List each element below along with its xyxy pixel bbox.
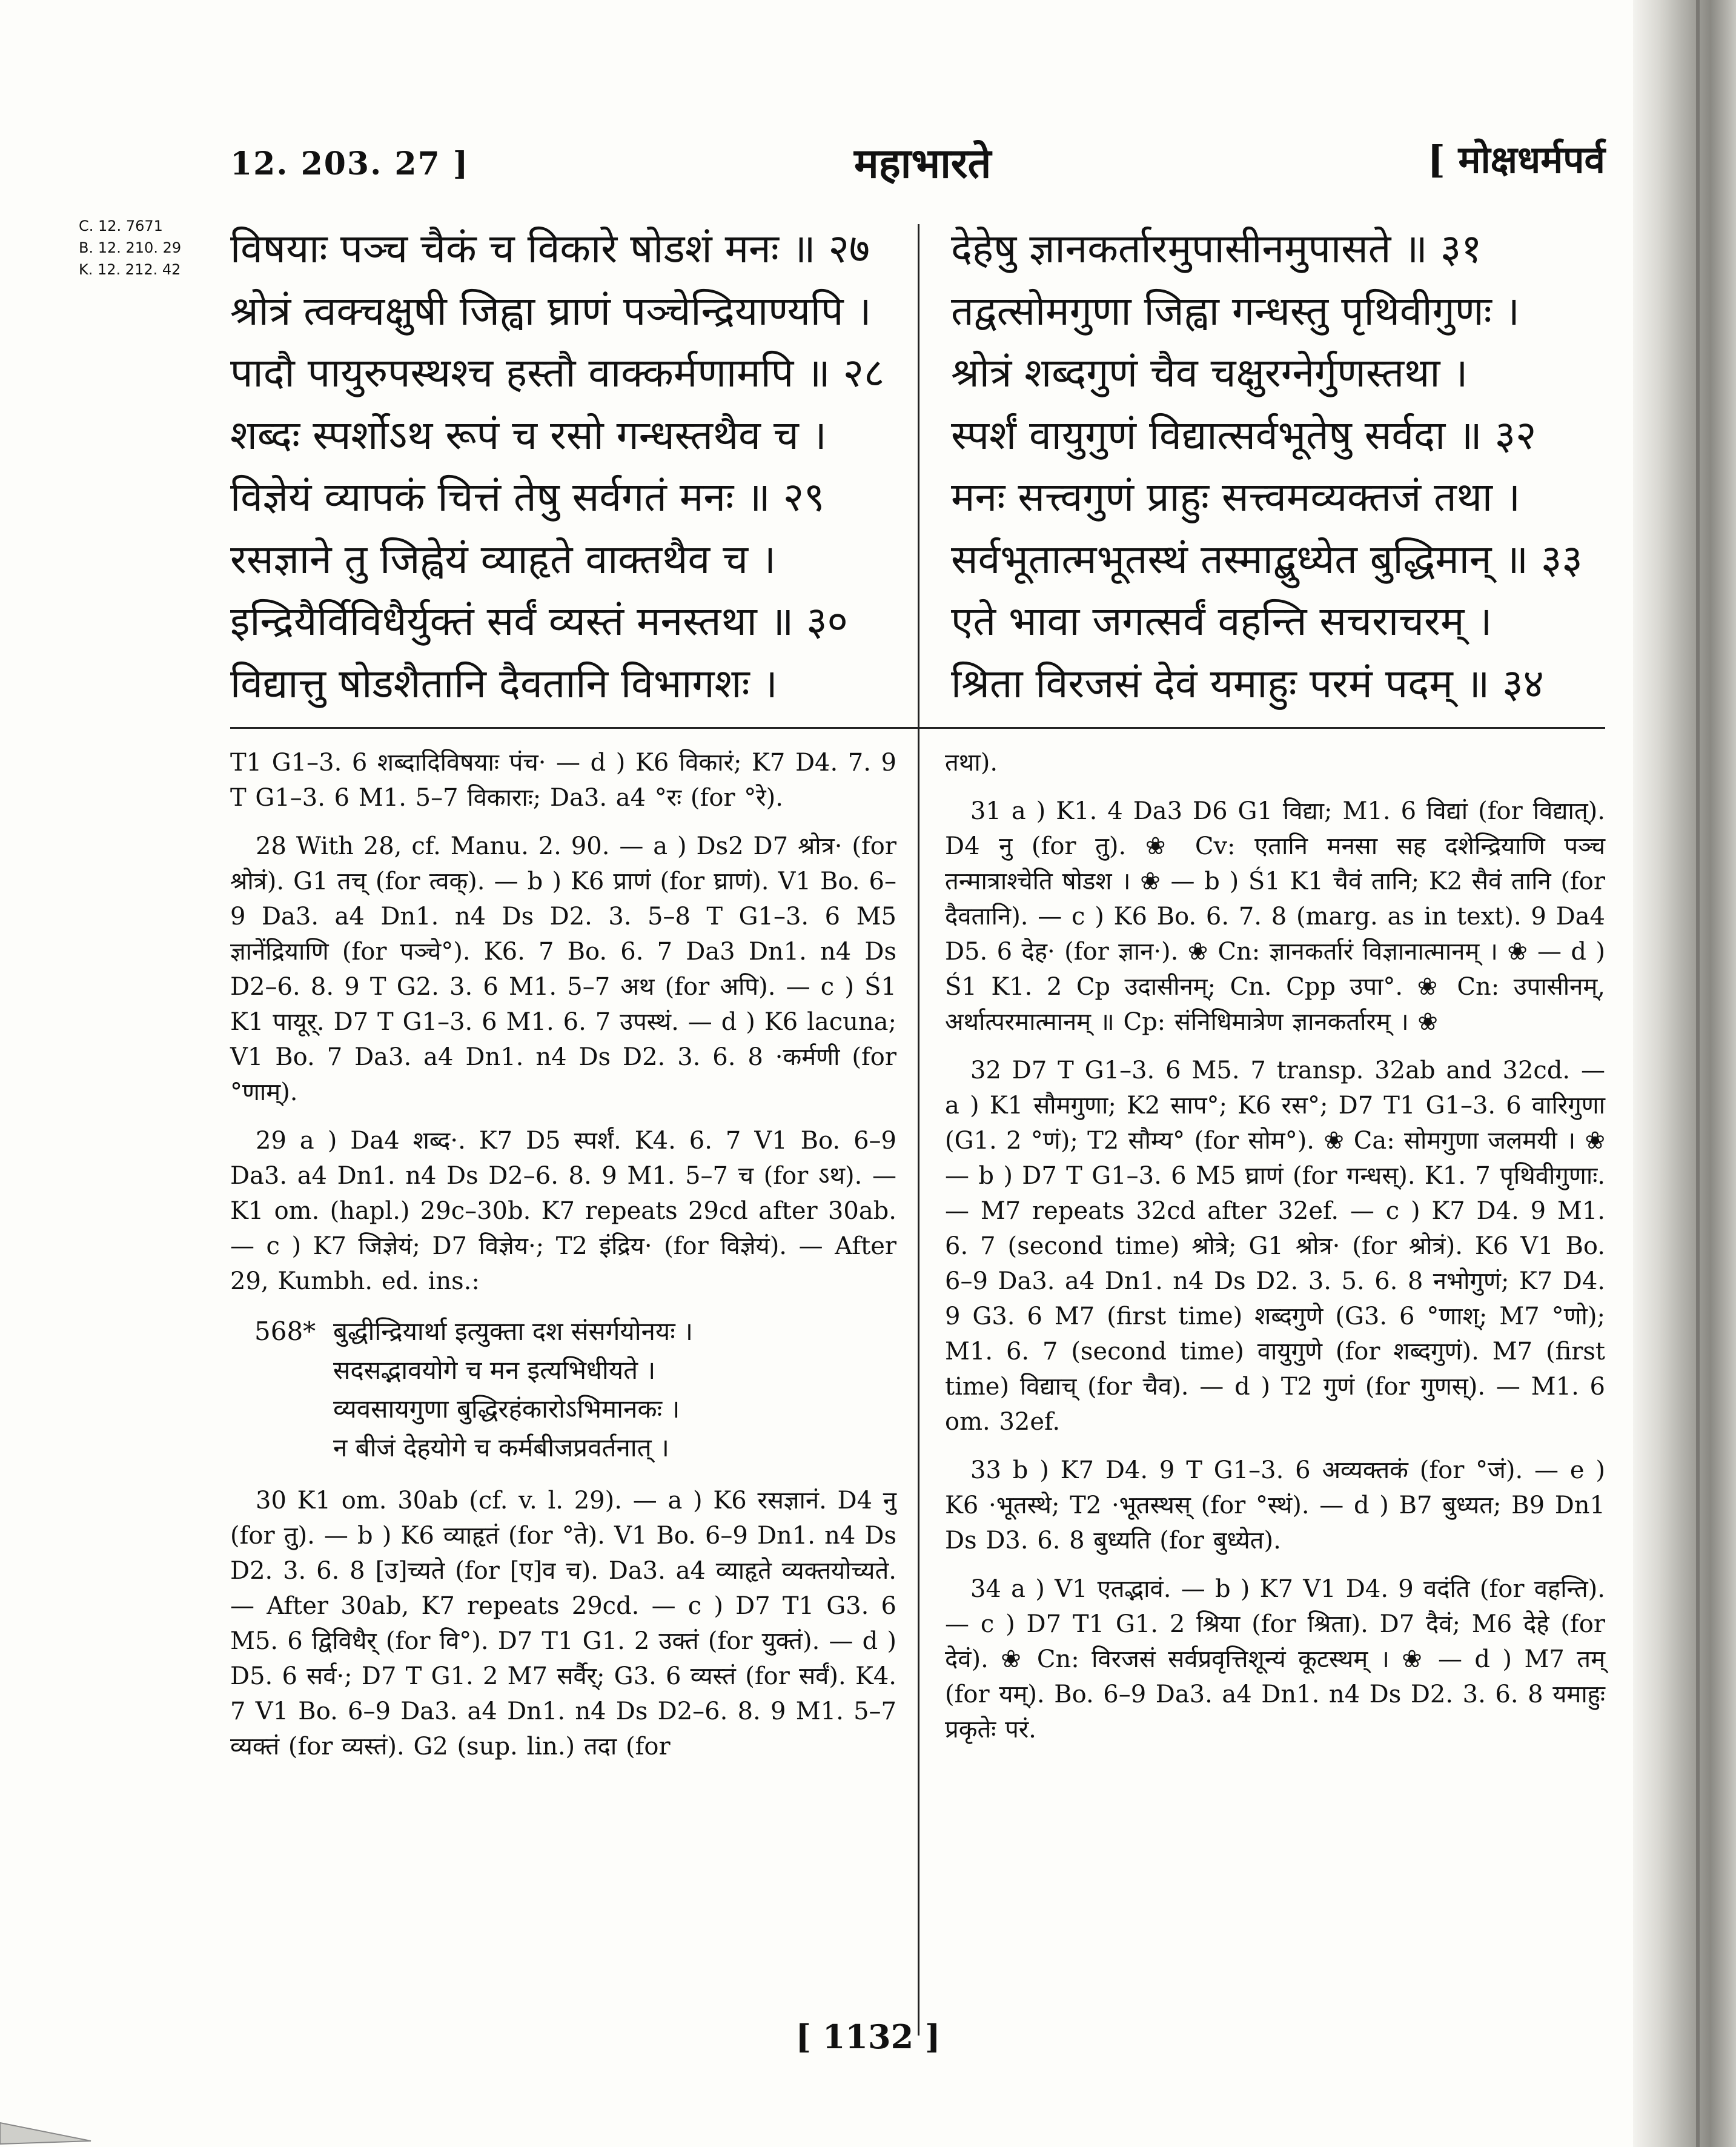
verse-line: सर्वभूतात्मभूतस्थं तस्माद्बुध्येत बुद्धिमान् ॥ ३३ — [951, 536, 1583, 583]
verse-line: श्रोत्रं त्वक्चक्षुषी जिह्वा घ्राणं पञ्चेन्द्रियाण्यपि । — [230, 287, 872, 334]
critical-apparatus-right — [945, 745, 1605, 2011]
apparatus-note-28: 28 With 28, cf. Manu. 2. 90. — a ) Ds2 D7 श्रोत्र· (for श्रोत्रं). G1 तच् (for त्वक्). — b ) K6 प्राणं (for घ्राणं). V1 Bo. 6–9 Da3. a4 Dn1. n4 Ds D2. 3. 5–8 T G1–3. 6 M5 ज्ञानेंद्रियाणि (for पञ्चे°). K6. 7 Bo. 6. 7 Da3 Dn1. n4 Ds D2–6. 8. 9 T G2. 3. 6 M1. 5–7 अथ (for अपि). — c ) Ś1 K1 पायूर्. D7 T G1–3. 6 M1. 6. 7 उपस्थं. — d ) K6 lacuna; V1 Bo. 7 Da3. a4 Dn1. n4 Ds D2. 3. 6. 8 ·कर्मणी (for °णाम्). — [230, 832, 896, 1106]
apparatus-note-33: 33 b ) K7 D4. 9 T G1–3. 6 अव्यक्तकं (for °जं). — e ) K6 ·भूतस्थे; T2 ·भूतस्थस् (for °स्थं). — d ) B7 बुध्यत; B9 Dn1 Ds D3. 6. 8 बुध्यति (for बुध्येत). — [945, 1456, 1605, 1555]
verse-line: स्पर्शं वायुगुणं विद्यात्सर्वभूतेषु सर्वदा ॥ ३२ — [951, 411, 1537, 459]
verse-line: श्रिता विरजसं देवं यमाहुः परमं पदम् ॥ ३४ — [951, 660, 1544, 707]
insertion-passage — [230, 1312, 896, 1467]
verse-line: इन्द्रियैर्विविधैर्युक्तं सर्वं व्यस्तं मनस्तथा ॥ ३० — [230, 598, 848, 645]
header-verse-ref: 12. 203. 27 ] — [230, 145, 469, 182]
header-section-title: [ मोक्षधर्मपर्व — [1427, 138, 1605, 182]
apparatus-note-34: 34 a ) V1 एतद्भावं. — b ) K7 V1 D4. 9 वदंति (for वहन्ति). — c ) D7 T1 G1. 2 श्रिया (for श्रिता). D7 दैवं; M6 देहे (for देवं). ❀ Cn: विरजसं सर्वप्रवृत्तिशून्यं कूटस्थम् । ❀ — d ) M7 तम् (for यम्). Bo. 6–9 Da3. a4 Dn1. n4 Ds D2. 3. 6. 8 यमाहुः प्रकृतेः परं. — [945, 1575, 1605, 1744]
verse-line: श्रोत्रं शब्दगुणं चैव चक्षुरग्नेर्गुणस्तथा । — [951, 350, 1468, 396]
insertion-line: सदसद्भावयोगे च मन इत्यभिधीयते । — [333, 1355, 656, 1385]
page-number: [ 1132 ] — [795, 2017, 941, 2056]
insertion-line: व्यवसायगुणा बुद्धिरहंकारोऽभिमानकः । — [333, 1394, 680, 1424]
insertion-line: न बीजं देहयोगे च कर्मबीजप्रवर्तनात् । — [333, 1433, 669, 1462]
insertion-number: 568* — [254, 1316, 316, 1346]
verse-line: शब्दः स्पर्शोऽथ रूपं च रसो गन्धस्तथैव च । — [230, 411, 827, 459]
apparatus-note-29: 29 a ) Da4 शब्द·. K7 D5 स्पर्शं. K4. 6. 7 V1 Bo. 6–9 Da3. a4 Dn1. n4 Ds D2–6. 8. 9 M1. 5–7 च (for ऽथ). — K1 om. (hapl.) 29c–30b. K7 repeats 29cd after 30ab. — c ) K7 जिज्ञेयं; D7 विज्ञेय·; T2 इंद्रिय· (for विज्ञेयं). — After 29, Kumbh. ed. ins.: — [230, 1127, 896, 1295]
verse-line: पादौ पायुरुपस्थश्च हस्तौ वाक्कर्मणामपि ॥ २८ — [230, 350, 885, 396]
text-apparatus-divider — [230, 727, 1605, 729]
verse-line: विज्ञेयं व्यापकं चित्तं तेषु सर्वगतं मनः ॥ २९ — [230, 474, 825, 520]
verse-line: रसज्ञाने तु जिह्वेयं व्याहृते वाक्तथैव च । — [230, 536, 777, 583]
margin-concordance — [79, 215, 206, 280]
verse-column-left — [230, 218, 909, 715]
apparatus-note-31: 31 a ) K1. 4 Da3 D6 G1 विद्या; M1. 6 विद्यां (for विद्यात्). D4 नु (for तु). ❀ Cv: एतानि मनसा सह दशेन्द्रियाणि पञ्च तन्मात्राश्चेति षोडश । ❀ — b ) Ś1 K1 चैवं तानि; K2 सैवं तानि (for दैवतानि). — c ) K6 Bo. 6. 7. 8 (marg. as in text). 9 Da4 D5. 6 देह· (for ज्ञान·). ❀ Cn: ज्ञानकर्तारं विज्ञानात्मानम् । ❀ — d ) Ś1 K1. 2 Cp उदासीनम्; Cn. Cpp उपा°. ❀ Cn: उपासीनम्, अर्थात्परमात्मानम् ॥ Cp: संनिधिमात्रेण ज्ञानकर्तारम् । ❀ — [945, 797, 1605, 1036]
header-title: महाभारते — [854, 139, 992, 188]
verse-line: तद्वत्सोमगुणा जिह्वा गन्धस्तु पृथिवीगुणः । — [951, 287, 1520, 334]
verse-column-right — [951, 218, 1605, 715]
apparatus-note-32: 32 D7 T G1–3. 6 M5. 7 transp. 32ab and 32cd. — a ) K1 सौमगुणा; K2 साप°; K6 रस°; D7 T1 G1–3. 6 वारिगुणा (G1. 2 °णं); T2 सौम्य° (for सोम°). ❀ Ca: सोमगुणा जलमयी । ❀ — b ) D7 T G1–3. 6 M5 घ्राणं (for गन्धस्). K1. 7 पृथिवीगुणाः. — M7 repeats 32cd after 32ef. — c ) K7 D4. 9 M1. 6. 7 (second time) श्रोत्रे; G1 श्रोत्र· (for श्रोत्रं). K6 V1 Bo. 6–9 Da3. a4 Dn1. n4 Ds D2. 3. 5. 6. 8 नभोगुणं; K7 D4. 9 G3. 6 M7 (first time) शब्दगुणे (G3. 6 °णाश्; M7 °णो); M1. 6. 7 (second time) वायुगुणे (for शब्दगुणं). M7 (first time) विद्याच् (for चैव). — d ) T2 गुणं (for गुणस्). — M1. 6 om. 32ef. — [945, 1057, 1605, 1436]
verse-line: देहेषु ज्ञानकर्तारमुपासीनमुपासते ॥ ३१ — [951, 225, 1482, 272]
book-spine-fold — [1696, 0, 1700, 2147]
page-corner-mark — [0, 2111, 97, 2147]
apparatus-note-27: T1 G1–3. 6 शब्दादिविषयाः पंच· — d ) K6 विकारं; K7 D4. 7. 9 T G1–3. 6 M1. 5–7 विकाराः; Da3. a4 °रः (for °रे). — [230, 749, 896, 812]
running-header — [230, 133, 1605, 200]
verse-line: विद्यात्तु षोडशैतानि दैवतानि विभागशः । — [230, 660, 778, 707]
column-divider — [918, 224, 919, 2036]
margin-ref-kumbhakonam: K. 12. 212. 42 — [79, 261, 181, 278]
margin-ref-calcutta: C. 12. 7671 — [79, 217, 163, 234]
verse-line: मनः सत्त्वगुणं प्राहुः सत्त्वमव्यक्तजं तथा । — [951, 474, 1520, 520]
margin-ref-bombay: B. 12. 210. 29 — [79, 239, 182, 256]
insertion-line: बुद्धीन्द्रियार्था इत्युक्ता दश संसर्गयोनयः । — [333, 1316, 694, 1346]
critical-apparatus-left — [230, 745, 896, 2011]
apparatus-note-30-continued: तथा). — [945, 749, 998, 777]
verse-line: एते भावा जगत्सर्वं वहन्ति सचराचरम् । — [951, 598, 1492, 645]
verse-line: विषयाः पञ्च चैकं च विकारे षोडशं मनः ॥ २७ — [230, 225, 870, 272]
apparatus-note-30: 30 K1 om. 30ab (cf. v. l. 29). — a ) K6 रसज्ञानं. D4 नु (for तु). — b ) K6 व्याहृतं (for °ते). V1 Bo. 6–9 Dn1. n4 Ds D2. 3. 6. 8 [उ]च्यते (for [ए]व च). Da3. a4 व्याहृते व्यक्तयोच्यते. — After 30ab, K7 repeats 29cd. — c ) D7 T1 G3. 6 M5. 6 द्विविधैर् (for वि°). D7 T1 G1. 2 उक्तं (for युक्तं). — d ) D5. 6 सर्व·; D7 T G1. 2 M7 सर्वैर्; G3. 6 व्यस्तं (for सर्वं). K4. 7 V1 Bo. 6–9 Da3. a4 Dn1. n4 Ds D2–6. 8. 9 M1. 5–7 व्यक्तं (for व्यस्तं). G2 (sup. lin.) तदा (for — [230, 1487, 896, 1760]
book-spine-shadow — [1633, 0, 1736, 2147]
